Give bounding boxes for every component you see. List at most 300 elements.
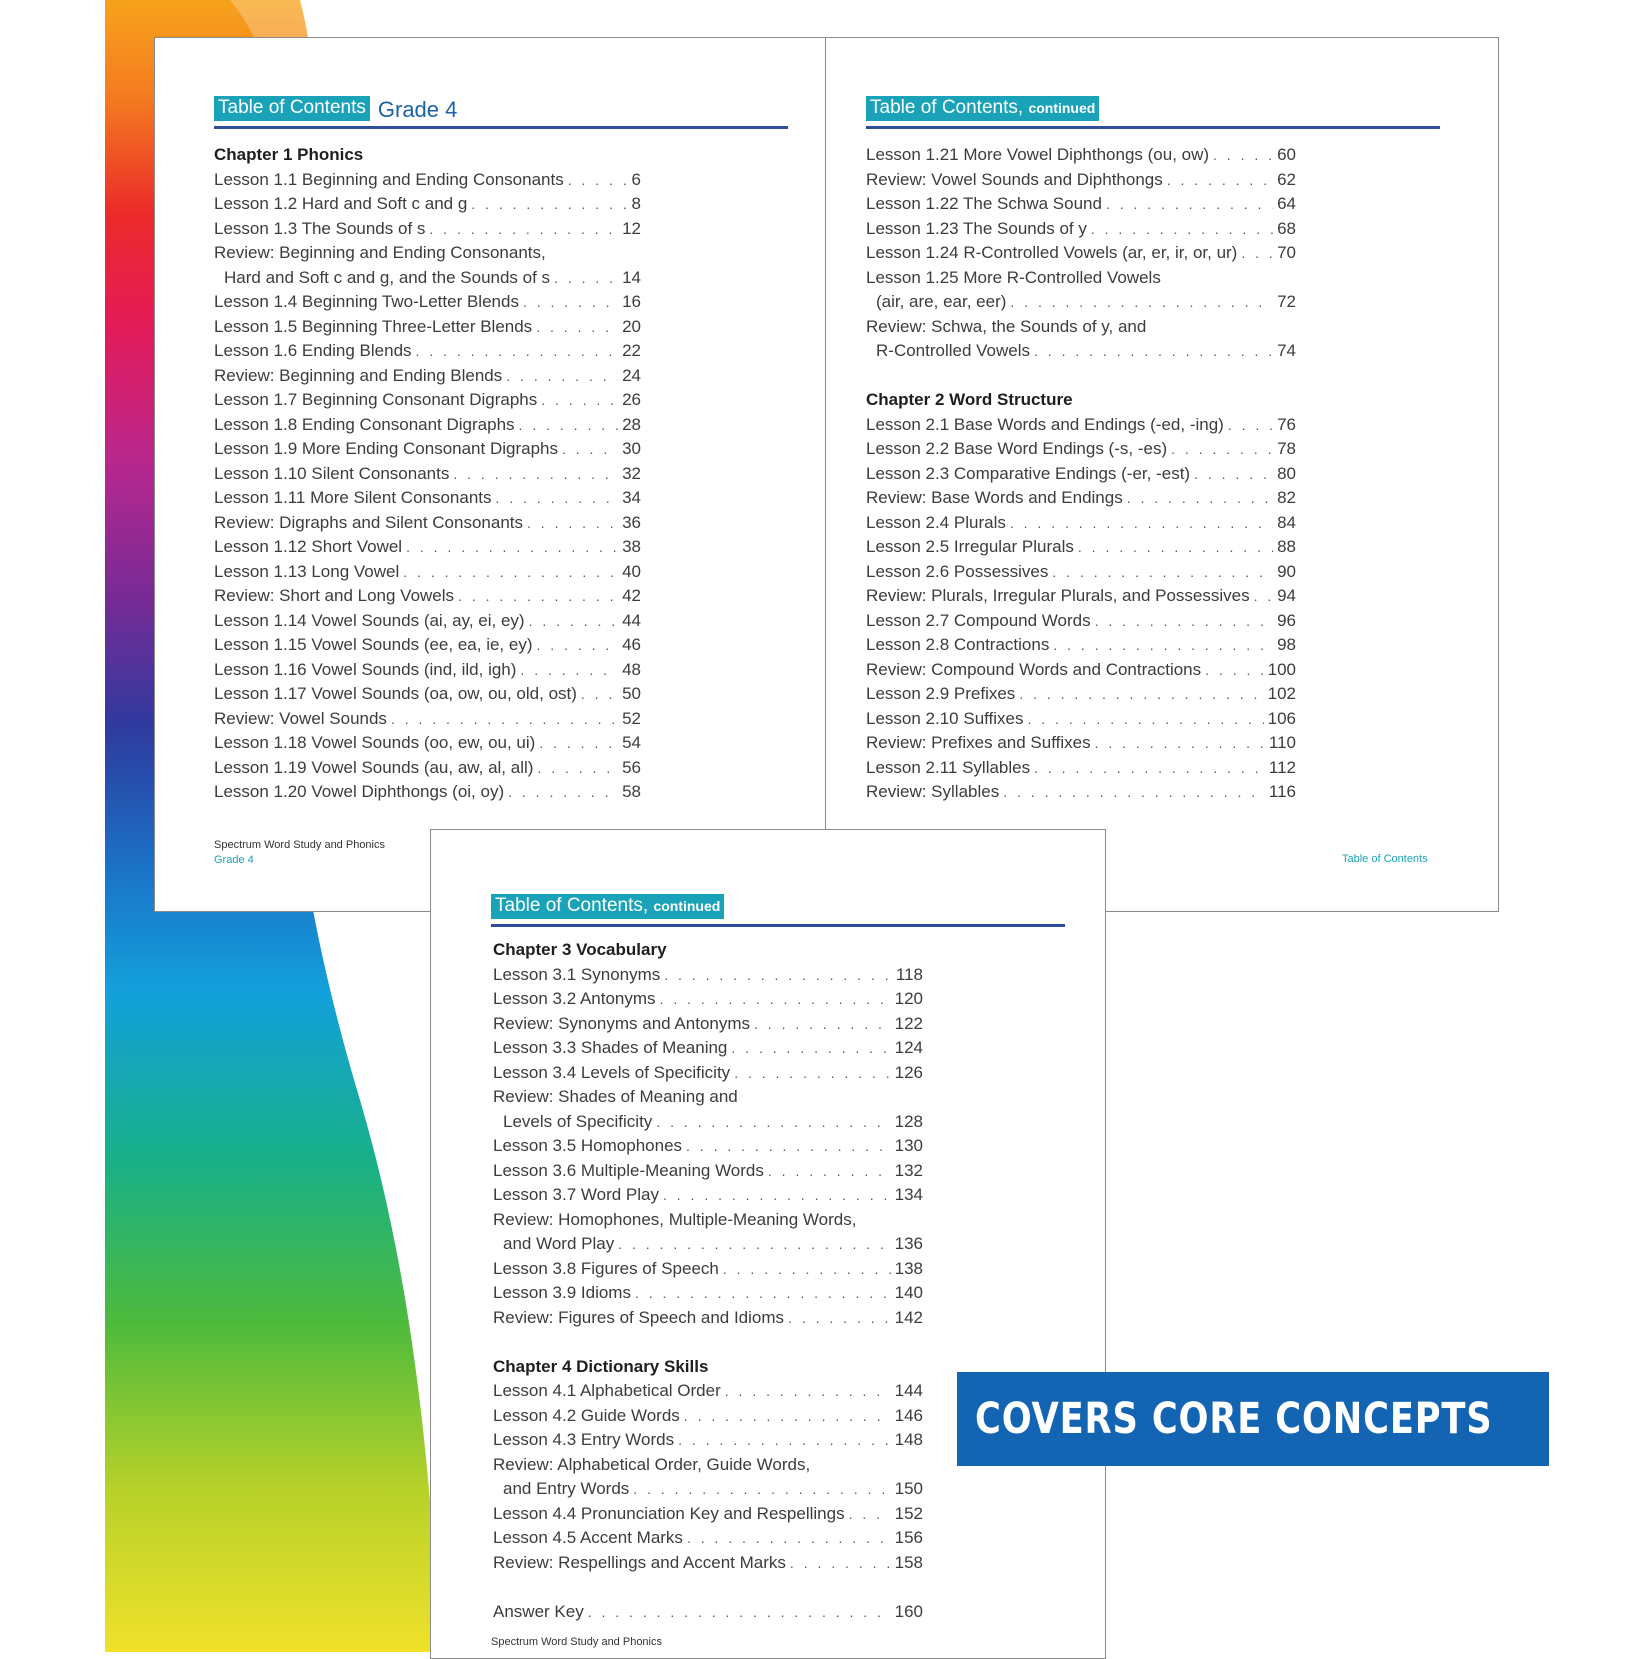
- toc-entry: [493, 1159, 923, 1184]
- page-number: 124: [894, 1038, 923, 1057]
- entry-title: Lesson 2.6 Possessives: [866, 561, 1049, 581]
- toc-entry: [866, 780, 1296, 805]
- toc-entry: [866, 511, 1296, 536]
- entry-title: Lesson 1.17 Vowel Sounds (oa, ow, ou, old, ost): [214, 684, 577, 703]
- toc-entry: [866, 413, 1296, 438]
- toc-entry: [866, 192, 1296, 217]
- entry-title: Lesson 2.7 Compound Words: [866, 610, 1091, 630]
- entry-title: and Entry Words: [503, 1479, 630, 1498]
- dot-leader: [790, 1551, 891, 1576]
- page-number: 54: [622, 733, 641, 752]
- page-number: 126: [894, 1062, 923, 1082]
- toc-entry: [214, 560, 641, 585]
- toc-list: [493, 938, 923, 1624]
- dot-leader: [416, 339, 619, 364]
- entry-title: Review: Figures of Speech and Idioms: [493, 1307, 785, 1327]
- dot-leader: [678, 1428, 891, 1453]
- page-number: 150: [894, 1479, 923, 1498]
- dot-leader: [734, 1061, 890, 1086]
- page-number: 12: [622, 218, 641, 238]
- entry-title: Lesson 1.14 Vowel Sounds (ai, ay, ei, ey): [214, 610, 525, 630]
- entry-title: Review: Short and Long Vowels: [214, 586, 455, 605]
- toc-entry: [866, 756, 1296, 781]
- dot-leader: [656, 1110, 890, 1135]
- toc-spacer: [493, 1330, 923, 1355]
- page-number: 22: [622, 341, 641, 360]
- dot-leader: [618, 1232, 890, 1257]
- page-number: 134: [894, 1185, 923, 1204]
- toc-entry: [214, 192, 641, 217]
- dot-leader: [1019, 682, 1263, 707]
- page-number: 156: [894, 1528, 923, 1547]
- dot-leader: [506, 364, 618, 389]
- toc-entry: [214, 315, 641, 340]
- dot-leader: [723, 1257, 891, 1282]
- toc-entry: [493, 1428, 923, 1453]
- toc-entry: [214, 658, 641, 683]
- page-number: 14: [622, 267, 641, 287]
- entry-title: Lesson 1.20 Vowel Diphthongs (oi, oy): [214, 782, 505, 801]
- page-number: 52: [622, 708, 641, 728]
- dot-leader: [1034, 756, 1265, 781]
- toc-entry: [214, 413, 641, 438]
- dot-leader: [527, 511, 618, 536]
- entry-title: Chapter 4 Dictionary Skills: [493, 1356, 709, 1376]
- toc-entry: [493, 963, 923, 988]
- toc-entry: [866, 658, 1296, 683]
- page-number: 42: [622, 586, 641, 605]
- page-number: 16: [622, 292, 641, 311]
- page-number: 118: [895, 964, 923, 984]
- dot-leader: [731, 1036, 890, 1061]
- dot-leader: [536, 633, 618, 658]
- entry-title: Review: Compound Words and Contractions: [866, 659, 1202, 679]
- page-number: 138: [894, 1258, 923, 1278]
- page-number: 50: [622, 684, 641, 703]
- page-number: 146: [894, 1405, 923, 1425]
- entry-title: Lesson 1.12 Short Vowel: [214, 537, 403, 556]
- toc-spacer: [493, 1575, 923, 1600]
- toc-title: Table of Contents: [214, 96, 370, 121]
- toc-entry: [493, 1306, 923, 1331]
- toc-entry: [214, 584, 641, 609]
- toc-entry: [866, 486, 1296, 511]
- toc-entry: [866, 266, 1296, 291]
- dot-leader: [541, 388, 618, 413]
- page-number: 26: [622, 390, 641, 409]
- dot-leader: [588, 1600, 891, 1625]
- page-number: 144: [894, 1381, 923, 1400]
- entry-title: Lesson 1.2 Hard and Soft c and g: [214, 194, 468, 213]
- toc-entry: [214, 241, 641, 266]
- entry-title: Lesson 1.22 The Schwa Sound: [866, 194, 1102, 213]
- entry-title: Lesson 1.25 More R-Controlled Vowels: [866, 267, 1161, 287]
- header-rule: [866, 126, 1440, 129]
- page-number: 78: [1277, 439, 1296, 458]
- entry-title: Hard and Soft c and g, and the Sounds of s: [224, 267, 551, 287]
- toc-entry: [493, 1257, 923, 1282]
- dot-leader: [1205, 658, 1263, 683]
- toc-entry: [214, 780, 641, 805]
- page-number: 112: [1268, 757, 1296, 777]
- dot-leader: [663, 1183, 891, 1208]
- toc-entry: [866, 241, 1296, 266]
- page-number: 98: [1277, 635, 1296, 654]
- toc-entry: [214, 707, 641, 732]
- entry-title: Lesson 1.16 Vowel Sounds (ind, ild, igh): [214, 659, 517, 679]
- toc-entry: [493, 1183, 923, 1208]
- entry-title: Review: Schwa, the Sounds of y, and: [866, 316, 1147, 336]
- toc-entry: [493, 1110, 923, 1135]
- toc-entry: [214, 168, 641, 193]
- page-number: 38: [622, 537, 641, 556]
- toc-entry: [866, 143, 1296, 168]
- entry-title: Lesson 4.2 Guide Words: [493, 1405, 680, 1425]
- page-number: 88: [1277, 537, 1296, 556]
- page-number: 158: [894, 1552, 923, 1572]
- header-rule: [214, 126, 788, 129]
- toc-entry: [493, 1404, 923, 1429]
- toc-page-bottom: [430, 829, 1106, 1659]
- dot-leader: [633, 1477, 890, 1502]
- page-number: 160: [894, 1601, 923, 1621]
- toc-entry: [214, 217, 641, 242]
- dot-leader: [496, 486, 619, 511]
- toc-title: [491, 894, 724, 919]
- dot-leader: [1241, 241, 1273, 266]
- toc-entry: [866, 682, 1296, 707]
- dot-leader: [849, 1502, 891, 1527]
- entry-title: Answer Key: [493, 1601, 584, 1621]
- dot-leader: [520, 658, 618, 683]
- toc-entry: [493, 1453, 923, 1478]
- dot-leader: [754, 1012, 891, 1037]
- page-number: 102: [1267, 684, 1296, 703]
- chapter-heading: [493, 1355, 923, 1380]
- page-number: 68: [1277, 218, 1296, 238]
- dot-leader: [519, 413, 619, 438]
- entry-title: Lesson 1.21 More Vowel Diphthongs (ou, ow): [866, 145, 1210, 164]
- dot-leader: [391, 707, 618, 732]
- entry-title: Lesson 3.7 Word Play: [493, 1185, 659, 1204]
- toc-entry: [214, 486, 641, 511]
- dot-leader: [1254, 584, 1273, 609]
- dot-leader: [1167, 168, 1273, 193]
- toc-entry: [214, 364, 641, 389]
- footer-grade: Grade 4: [214, 854, 254, 866]
- dot-leader: [1053, 633, 1273, 658]
- page-number: 20: [622, 316, 641, 336]
- page-number: 84: [1277, 512, 1296, 532]
- page-number: 76: [1277, 414, 1296, 434]
- entry-title: Lesson 2.2 Base Word Endings (-s, -es): [866, 439, 1168, 458]
- toc-entry: [214, 290, 641, 315]
- entry-title: Lesson 2.8 Contractions: [866, 635, 1050, 654]
- page-number: 64: [1277, 194, 1296, 213]
- dot-leader: [529, 609, 618, 634]
- dot-leader: [458, 584, 618, 609]
- page-number: 90: [1277, 561, 1296, 581]
- covers-core-concepts-badge: [957, 1372, 1549, 1466]
- page-number: 82: [1277, 488, 1296, 507]
- dot-leader: [406, 535, 618, 560]
- toc-entry: [866, 731, 1296, 756]
- page-number: 60: [1277, 145, 1296, 164]
- page-number: 100: [1267, 659, 1296, 679]
- entry-title: Review: Vowel Sounds: [214, 708, 387, 728]
- entry-title: (air, are, ear, eer): [876, 292, 1007, 311]
- page-number: 106: [1267, 708, 1296, 728]
- page-number: 128: [894, 1111, 923, 1131]
- entry-title: and Word Play: [503, 1234, 615, 1253]
- toc-entry: [493, 1526, 923, 1551]
- page-number: 152: [894, 1503, 923, 1523]
- page-number: 142: [894, 1307, 923, 1327]
- page-number: 110: [1268, 733, 1296, 752]
- entry-title: Lesson 3.1 Synonyms: [493, 964, 661, 984]
- dot-leader: [687, 1526, 891, 1551]
- toc-entry: [866, 535, 1296, 560]
- entry-title: Chapter 1 Phonics: [214, 145, 364, 164]
- header-rule: [491, 924, 1065, 927]
- toc-title-continued: continued: [653, 898, 721, 914]
- page-number: 24: [622, 365, 641, 385]
- dot-leader: [523, 290, 618, 315]
- toc-entry: [866, 168, 1296, 193]
- toc-entry: [493, 1232, 923, 1257]
- dot-leader: [1127, 486, 1273, 511]
- dot-leader: [1010, 290, 1273, 315]
- toc-entry: [493, 1379, 923, 1404]
- dot-leader: [660, 987, 891, 1012]
- dot-leader: [1091, 217, 1273, 242]
- entry-title: Review: Beginning and Ending Blends: [214, 365, 503, 385]
- page-number: 56: [622, 757, 641, 777]
- page-number: 8: [631, 194, 641, 213]
- dot-leader: [554, 266, 618, 291]
- toc-entry: [866, 707, 1296, 732]
- entry-title: Lesson 3.6 Multiple-Meaning Words: [493, 1160, 764, 1180]
- page-number: 148: [894, 1430, 923, 1449]
- toc-entry: [214, 633, 641, 658]
- dot-leader: [508, 780, 618, 805]
- dot-leader: [768, 1159, 891, 1184]
- entry-title: Lesson 2.9 Prefixes: [866, 684, 1016, 703]
- toc-entry: [866, 609, 1296, 634]
- entry-title: Lesson 3.4 Levels of Specificity: [493, 1062, 731, 1082]
- page-number: 80: [1277, 463, 1296, 483]
- toc-entry: [214, 388, 641, 413]
- page-number: 32: [622, 463, 641, 483]
- entry-title: Lesson 1.23 The Sounds of y: [866, 218, 1087, 238]
- entry-title: Chapter 2 Word Structure: [866, 390, 1073, 409]
- toc-entry: [866, 437, 1296, 462]
- toc-entry: [493, 1281, 923, 1306]
- entry-title: Lesson 3.5 Homophones: [493, 1136, 683, 1155]
- toc-spacer: [866, 364, 1296, 389]
- chapter-heading: [493, 938, 923, 963]
- entry-title: Review: Syllables: [866, 782, 1000, 801]
- page-number: 122: [894, 1013, 923, 1033]
- toc-list: [866, 143, 1296, 805]
- entry-title: Lesson 4.1 Alphabetical Order: [493, 1381, 721, 1400]
- dot-leader: [537, 756, 618, 781]
- entry-title: R-Controlled Vowels: [876, 341, 1031, 360]
- dot-leader: [1228, 413, 1273, 438]
- entry-title: Lesson 1.3 The Sounds of s: [214, 218, 426, 238]
- toc-entry: [866, 339, 1296, 364]
- entry-title: Lesson 1.24 R-Controlled Vowels (ar, er, ir, or, ur): [866, 243, 1238, 262]
- page-number: 44: [622, 610, 641, 630]
- toc-title: [866, 96, 1099, 121]
- dot-leader: [635, 1281, 891, 1306]
- entry-title: Review: Shades of Meaning and: [493, 1087, 738, 1106]
- entry-title: Lesson 1.6 Ending Blends: [214, 341, 412, 360]
- toc-entry: [493, 1085, 923, 1110]
- toc-entry: [866, 584, 1296, 609]
- entry-title: Lesson 4.5 Accent Marks: [493, 1528, 683, 1547]
- dot-leader: [429, 217, 618, 242]
- page-number: 120: [894, 989, 923, 1008]
- entry-title: Lesson 1.1 Beginning and Ending Consonants: [214, 169, 564, 189]
- entry-title: Lesson 4.4 Pronunciation Key and Respellings: [493, 1503, 845, 1523]
- dot-leader: [684, 1404, 891, 1429]
- toc-header: [866, 96, 1440, 130]
- dot-leader: [1034, 339, 1273, 364]
- grade-label: Grade 4: [377, 97, 458, 122]
- dot-leader: [1106, 192, 1273, 217]
- toc-page-left: [154, 37, 826, 912]
- toc-header: [491, 894, 1065, 928]
- toc-list: [214, 143, 641, 805]
- toc-entry: [214, 437, 641, 462]
- toc-entry: [493, 1502, 923, 1527]
- entry-title: Lesson 2.1 Base Words and Endings (-ed, -ing): [866, 414, 1224, 434]
- entry-title: Lesson 3.3 Shades of Meaning: [493, 1038, 728, 1057]
- page-number: 94: [1277, 586, 1296, 605]
- page-number: 58: [622, 782, 641, 801]
- page-number: 6: [631, 169, 641, 189]
- page-number: 132: [894, 1160, 923, 1180]
- entry-title: Review: Synonyms and Antonyms: [493, 1013, 751, 1033]
- entry-title: Lesson 1.5 Beginning Three-Letter Blends: [214, 316, 533, 336]
- entry-title: Review: Alphabetical Order, Guide Words,: [493, 1454, 811, 1474]
- toc-entry: [214, 266, 641, 291]
- dot-leader: [664, 963, 892, 988]
- page-number: 74: [1277, 341, 1296, 360]
- dot-leader: [1003, 780, 1265, 805]
- entry-title: Lesson 1.4 Beginning Two-Letter Blends: [214, 292, 519, 311]
- page-number: 140: [894, 1283, 923, 1302]
- toc-entry: [866, 560, 1296, 585]
- page-footer: [214, 838, 385, 868]
- toc-entry: [493, 1477, 923, 1502]
- entry-title: Review: Beginning and Ending Consonants,: [214, 243, 546, 262]
- toc-entry: [214, 731, 641, 756]
- badge-label: COVERS CORE CONCEPTS: [975, 1394, 1493, 1444]
- chapter-heading: [866, 388, 1296, 413]
- page-number: 30: [622, 439, 641, 458]
- dot-leader: [453, 462, 618, 487]
- page-number: 116: [1268, 782, 1296, 801]
- dot-leader: [686, 1134, 891, 1159]
- dot-leader: [1213, 143, 1273, 168]
- toc-entry: [214, 535, 641, 560]
- dot-leader: [536, 315, 618, 340]
- toc-entry: [866, 217, 1296, 242]
- dot-leader: [1171, 437, 1273, 462]
- page-footer: Table of Contents: [1342, 853, 1428, 865]
- toc-title-continued: continued: [1028, 100, 1096, 116]
- entry-title: Review: Vowel Sounds and Diphthongs: [866, 169, 1163, 189]
- toc-entry: [493, 1551, 923, 1576]
- toc-entry: [493, 1036, 923, 1061]
- toc-entry: [214, 511, 641, 536]
- entry-title: Lesson 4.3 Entry Words: [493, 1430, 675, 1449]
- page-number: 62: [1277, 169, 1296, 189]
- dot-leader: [1010, 511, 1273, 536]
- entry-title: Lesson 2.4 Plurals: [866, 512, 1006, 532]
- entry-title: Lesson 2.10 Suffixes: [866, 708, 1024, 728]
- page-number: 136: [894, 1234, 923, 1253]
- page-number: 34: [622, 488, 641, 507]
- entry-title: Lesson 3.9 Idioms: [493, 1283, 631, 1302]
- entry-title: Lesson 1.13 Long Vowel: [214, 561, 400, 581]
- dot-leader: [1095, 731, 1265, 756]
- entry-title: Lesson 1.7 Beginning Consonant Digraphs: [214, 390, 538, 409]
- entry-title: Lesson 1.8 Ending Consonant Digraphs: [214, 414, 515, 434]
- entry-title: Review: Respellings and Accent Marks: [493, 1552, 786, 1572]
- toc-page-right: [825, 37, 1499, 912]
- page-number: 72: [1277, 292, 1296, 311]
- entry-title: Lesson 1.15 Vowel Sounds (ee, ea, ie, ey): [214, 635, 533, 654]
- entry-title: Lesson 1.19 Vowel Sounds (au, aw, al, all): [214, 757, 534, 777]
- toc-entry: [866, 462, 1296, 487]
- toc-entry: [214, 682, 641, 707]
- entry-title: Levels of Specificity: [503, 1111, 653, 1131]
- entry-title: Review: Digraphs and Silent Consonants: [214, 512, 524, 532]
- entry-title: Chapter 3 Vocabulary: [493, 940, 667, 959]
- page-number: 40: [622, 561, 641, 581]
- page-number: 130: [894, 1136, 923, 1155]
- dot-leader: [568, 168, 628, 193]
- entry-title: Lesson 3.2 Antonyms: [493, 989, 656, 1008]
- dot-leader: [562, 437, 618, 462]
- entry-title: Lesson 2.11 Syllables: [866, 757, 1031, 777]
- toc-entry: [493, 987, 923, 1012]
- toc-title-text: Table of Contents,: [870, 97, 1024, 118]
- dot-leader: [1194, 462, 1273, 487]
- page-number: 28: [622, 414, 641, 434]
- page-footer: Spectrum Word Study and Phonics: [491, 1636, 662, 1648]
- page-number: 46: [622, 635, 641, 654]
- toc-entry: [214, 339, 641, 364]
- toc-entry: [493, 1012, 923, 1037]
- entry-title: Lesson 3.8 Figures of Speech: [493, 1258, 719, 1278]
- toc-entry: [214, 609, 641, 634]
- page-number: 96: [1277, 610, 1296, 630]
- footer-book-title: Spectrum Word Study and Phonics: [214, 839, 385, 851]
- entry-title: Lesson 2.3 Comparative Endings (-er, -est): [866, 463, 1191, 483]
- toc-entry: [493, 1061, 923, 1086]
- toc-entry: [866, 315, 1296, 340]
- entry-title: Lesson 1.11 More Silent Consonants: [214, 488, 492, 507]
- entry-title: Lesson 1.9 More Ending Consonant Digraphs: [214, 439, 558, 458]
- entry-title: Review: Homophones, Multiple-Meaning Words,: [493, 1209, 857, 1229]
- page-number: 36: [622, 512, 641, 532]
- dot-leader: [539, 731, 618, 756]
- entry-title: Review: Prefixes and Suffixes: [866, 733, 1091, 752]
